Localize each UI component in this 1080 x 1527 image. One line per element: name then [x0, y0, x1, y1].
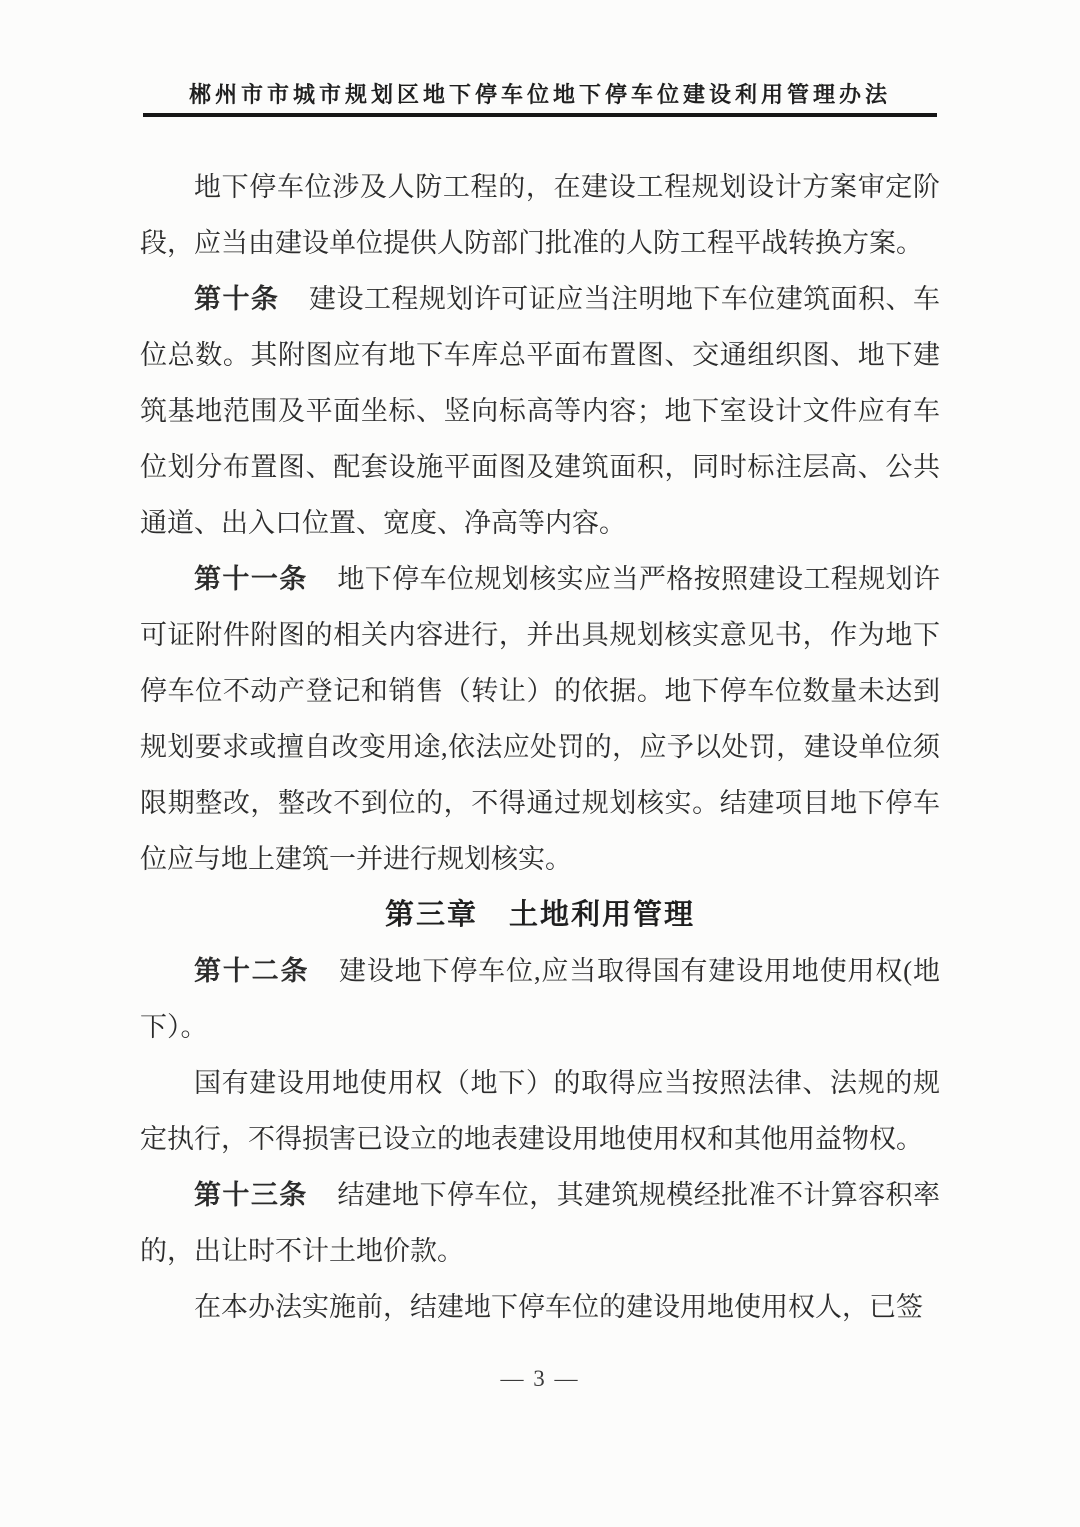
paragraph	[140, 551, 940, 887]
paragraph-text: 建设工程规划许可证应当注明地下车位建筑面积、车位总数。其附图应有地下车库总平面布置图、交通组织图、地下建筑基地范围及平面坐标、竖向标高等内容；地下室设计文件应有车位划分布置图、配套设施平面图及建筑面积，同时标注层高、公共通道、出入口位置、宽度、净高等内容。	[140, 284, 941, 538]
chapter-heading: 第三章 土地利用管理	[384, 899, 695, 931]
paragraph-text: 结建地下停车位，其建筑规模经批准不计算容积率的，出让时不计土地价款。	[140, 1180, 941, 1266]
paragraph	[140, 159, 940, 271]
article-number: 第十条	[194, 284, 280, 314]
article-number: 第十二条	[194, 956, 310, 986]
paragraph	[140, 943, 940, 1055]
article-number: 第十一条	[194, 564, 308, 594]
paragraph-text: 建设地下停车位,应当取得国有建设用地使用权(地下）。	[140, 956, 941, 1042]
document-body	[140, 159, 940, 1335]
paragraph	[140, 1279, 940, 1335]
paragraph	[140, 1167, 940, 1279]
page-number: — 3 —	[500, 1366, 580, 1391]
paragraph-text: 国有建设用地使用权（地下）的取得应当按照法律、法规的规定执行，不得损害已设立的地表建设用地使用权和其他用益物权。	[140, 1068, 940, 1154]
running-header	[0, 78, 1080, 109]
document-title: 郴州市市城市规划区地下停车位地下停车位建设利用管理办法	[188, 82, 891, 107]
paragraph	[140, 1055, 940, 1167]
header-rule	[143, 113, 937, 117]
paragraph-text: 地下停车位涉及人防工程的，在建设工程规划设计方案审定阶段，应当由建设单位提供人防部门批准的人防工程平战转换方案。	[140, 172, 940, 258]
paragraph-text: 地下停车位规划核实应当严格按照建设工程规划许可证附件附图的相关内容进行，并出具规划核实意见书，作为地下停车位不动产登记和销售（转让）的依据。地下停车位数量未达到规划要求或擅自改变用途,依法应处罚的，应予以处罚，建设单位须限期整改，整改不到位的，不得通过规划核实。结建项目地下停车位应与地上建筑一并进行规划核实。	[140, 564, 941, 874]
article-number: 第十三条	[194, 1180, 308, 1210]
page-footer	[0, 1366, 1080, 1392]
paragraph	[140, 271, 940, 551]
paragraph-text: 在本办法实施前，结建地下停车位的建设用地使用权人，已签	[194, 1292, 923, 1322]
